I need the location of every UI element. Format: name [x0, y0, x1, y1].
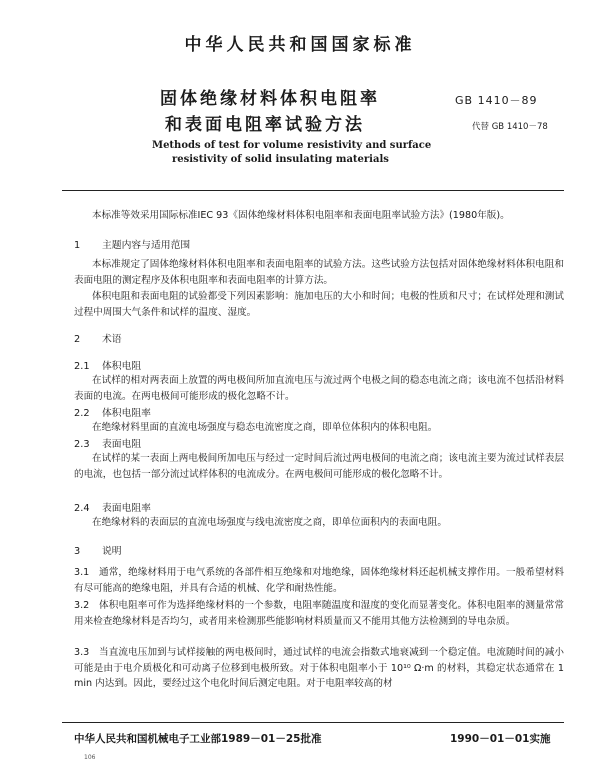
- subsection-2-4-heading: [74, 500, 151, 514]
- subsection-number: 2.1: [74, 361, 90, 372]
- title-line-2: 和表面电阻率试验方法: [165, 115, 365, 135]
- subsection-2-3-heading: [74, 436, 141, 450]
- approval-note: 中华人民共和国机械电子工业部1989－01－25批准: [74, 733, 322, 745]
- standard-code: GB 1410－89: [455, 94, 538, 107]
- subsection-number: 2.3: [74, 439, 90, 450]
- english-title-line-1: Methods of test for volume resistivity and surface: [152, 140, 432, 151]
- subsection-title: 体积电阻: [102, 361, 142, 372]
- section-3-2-paragraph: 3.2 体积电阻率可作为选择绝缘材料的一个参数，电阻率随温度和湿度的变化而显著变化。体积电阻率的测量常常用来检查绝缘材料是否均匀，或者用来检测那些能影响材料质量而又不能用其他方法检测到的导电杂质。: [74, 600, 564, 627]
- section-number: 2: [74, 334, 81, 345]
- footer-divider: [62, 722, 564, 723]
- replaces-note: 代替 GB 1410－78: [472, 122, 548, 132]
- subsection-number: 2.4: [74, 503, 90, 514]
- subsection-number: 2.2: [74, 408, 90, 419]
- subsection-2-1-heading: [74, 358, 141, 372]
- section-1-heading: [74, 237, 190, 251]
- section-number: 3: [74, 546, 81, 557]
- section-3-1-paragraph: 3.1 通常，绝缘材料用于电气系统的各部件相互绝缘和对地绝缘，固体绝缘材料还起机械支撑作用。一般希望材料有尽可能高的绝缘电阻，并具有合适的机械、化学和耐热性能。: [74, 567, 564, 594]
- intro-paragraph: 本标准等效采用国际标准IEC 93《固体绝缘材料体积电阻率和表面电阻率试验方法》(1980年版)。: [92, 210, 510, 221]
- subsection-title: 体积电阻率: [102, 408, 151, 419]
- top-divider: [62, 190, 564, 191]
- subsection-title: 表面电阻率: [102, 503, 151, 514]
- section-title: 术语: [102, 334, 122, 345]
- document-header: 中华人民共和国国家标准: [184, 35, 416, 55]
- english-title-line-2: resistivity of solid insulating materials: [172, 154, 389, 165]
- subsection-title: 表面电阻: [102, 439, 142, 450]
- section-2-heading: [74, 331, 122, 345]
- subsection-2-3-text: 在试样的某一表面上两电极间所加电压与经过一定时间后流过两电极间的电流之商；该电流主要为流过试样表层的电流，也包括一部分流过试样体积的电流成分。在两电极间可能形成的极化忽略不计。: [74, 453, 564, 480]
- effective-date: 1990－01－01实施: [450, 733, 551, 745]
- subsection-2-2-heading: [74, 405, 151, 419]
- section-3-3-paragraph: 3.3 当直流电压加到与试样接触的两电极间时，通过试样的电流会指数式地衰减到一个稳定值。电流随时间的减小可能是由于电介质极化和可动离子位移到电极所致。对于体积电阻率小于 10¹⁰ Ω·m 的材料，其稳定状态通常在 1 min 内达到。因此，要经过这个电化时间后测定电阻。对于电阻率较高的材: [74, 647, 564, 689]
- section-3-heading: [74, 543, 122, 557]
- section-1-paragraph-1: 本标准规定了固体绝缘材料体积电阻率和表面电阻率的试验方法。这些试验方法包括对固体绝缘材料体积电阻和表面电阻的测定程序及体积电阻率和表面电阻率的计算方法。: [74, 259, 564, 286]
- subsection-2-4-text: 在绝缘材料的表面层的直流电场强度与线电流密度之商，即单位面积内的表面电阻。: [92, 517, 447, 528]
- section-number: 1: [74, 240, 81, 251]
- section-title: 主题内容与适用范围: [102, 240, 191, 251]
- title-line-1: 固体绝缘材料体积电阻率: [160, 89, 380, 109]
- section-1-paragraph-2: 体积电阻和表面电阻的试验都受下列因素影响：施加电压的大小和时间；电极的性质和尺寸；在试样处理和测试过程中周围大气条件和试样的温度、湿度。: [74, 291, 564, 318]
- section-title: 说明: [102, 546, 122, 557]
- page-number: 106: [84, 754, 96, 761]
- subsection-2-2-text: 在绝缘材料里面的直流电场强度与稳态电流密度之商，即单位体积内的体积电阻。: [92, 422, 438, 433]
- subsection-2-1-text: 在试样的相对两表面上放置的两电极间所加直流电压与流过两个电极之间的稳态电流之商；该电流不包括沿材料表面的电流。在两电极间可能形成的极化忽略不计。: [74, 375, 564, 402]
